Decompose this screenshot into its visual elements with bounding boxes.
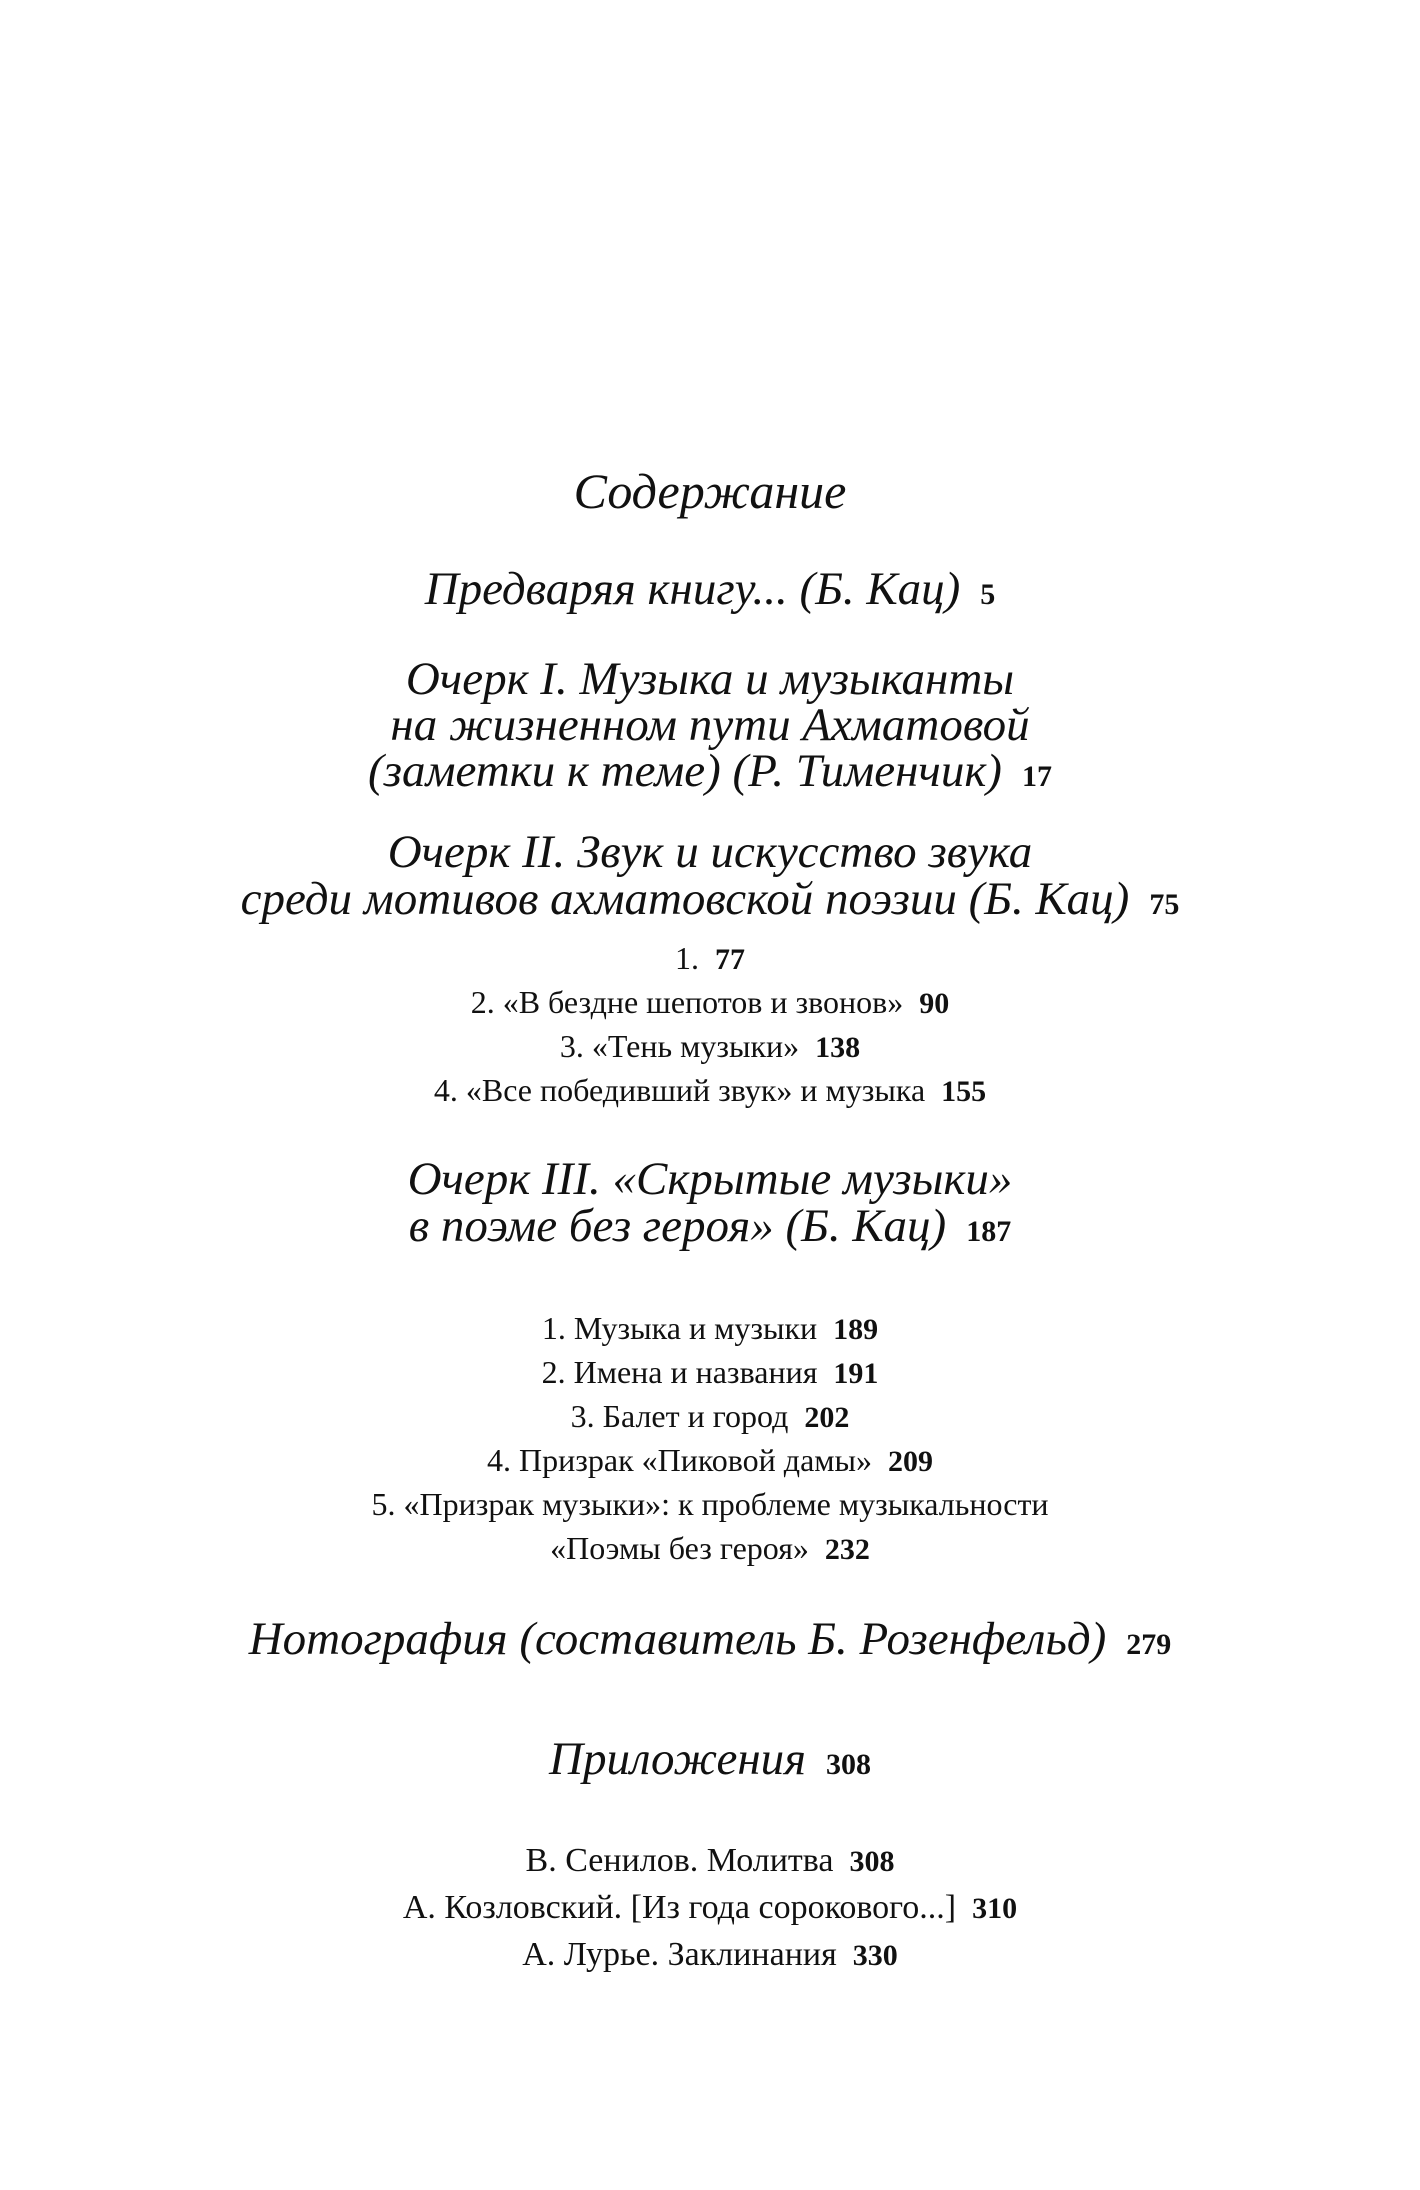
toc-appendix-item[interactable] [0,1889,1420,1927]
page-number: 279 [1126,1628,1172,1661]
toc-subentry[interactable] [0,1442,1420,1479]
toc-subentry[interactable] [0,1486,1420,1523]
toc-entry-ocherk3-line2[interactable] [0,1199,1420,1253]
page-number: 310 [972,1892,1018,1925]
toc-entry-ocherk2-line1[interactable] [0,825,1420,879]
entry-title: (заметки к теме) (Р. Тименчик) [368,745,1002,797]
page-number: 75 [1149,888,1180,921]
entry-title: Очерк II. Звук и искусство звука [387,826,1033,878]
page-number: 155 [941,1075,987,1108]
entry-title: Очерк I. Музыка и музыканты [405,653,1015,705]
toc-subentry[interactable] [0,1354,1420,1391]
entry-title: среди мотивов ахматовской поэзии (Б. Кац) [240,873,1130,925]
toc-subentry[interactable] [0,1310,1420,1347]
subentry-title: 3. Балет и город [570,1398,789,1434]
toc-entry-notography[interactable] [0,1612,1420,1666]
page-number: 308 [825,1748,871,1781]
appendix-title: В. Сенилов. Молитва [525,1842,834,1879]
page-number: 90 [919,987,950,1020]
page-number: 232 [824,1533,870,1566]
page-number: 17 [1021,760,1052,793]
toc-entry-ocherk1-line3[interactable] [0,744,1420,798]
page-number: 77 [715,943,745,976]
page-number: 330 [852,1939,898,1972]
appendix-title: А. Лурье. Заклинания [522,1936,837,1973]
page-number: 191 [833,1357,879,1390]
entry-title: Нотография (составитель Б. Розенфельд) [248,1613,1107,1665]
toc-subentry[interactable] [0,1028,1420,1065]
toc-entry-ocherk2-line2[interactable] [0,872,1420,926]
subentry-title: «Поэмы без героя» [550,1530,809,1566]
appendix-title: А. Козловский. [Из года сорокового...] [402,1889,957,1926]
subentry-title: 2. «В бездне шепотов и звонов» [470,984,904,1020]
subentry-title: 1. [675,940,699,976]
page-number: 202 [804,1401,850,1434]
toc-subentry[interactable] [0,1530,1420,1567]
entry-title: на жизненном пути Ахматовой [390,699,1030,751]
toc-entry-ocherk3-line1[interactable] [0,1152,1420,1206]
entry-title: в поэме без героя» (Б. Кац) [408,1200,947,1252]
subentry-title: 5. «Призрак музыки»: к проблеме музыкальности [371,1486,1049,1522]
subentry-title: 4. «Все победивший звук» и музыка [433,1072,926,1108]
subentry-title: 1. Музыка и музыки [541,1310,818,1346]
subentry-title: 4. Призрак «Пиковой дамы» [486,1442,873,1478]
toc-subentry[interactable] [0,940,1420,977]
toc-subentry[interactable] [0,1398,1420,1435]
page-number: 209 [888,1445,934,1478]
toc-entry-appendices[interactable] [0,1732,1420,1786]
toc-appendix-item[interactable] [0,1842,1420,1880]
entry-title: Приложения [549,1733,806,1785]
subentry-title: 2. Имена и названия [541,1354,818,1390]
page-number: 138 [815,1031,861,1064]
entry-title: Предваряя книгу... (Б. Кац) [424,563,961,615]
page-number: 187 [966,1215,1012,1248]
subentry-title: 3. «Тень музыки» [559,1028,800,1064]
toc-subentry[interactable] [0,1072,1420,1109]
page-number: 189 [833,1313,879,1346]
toc-subentry[interactable] [0,984,1420,1021]
toc-appendix-item[interactable] [0,1936,1420,1974]
page-title: Содержание [573,463,847,519]
page-number: 308 [849,1845,895,1878]
toc-entry-foreword[interactable] [0,562,1420,616]
entry-title: Очерк III. «Скрытые музыки» [407,1153,1013,1205]
page-number: 5 [980,578,996,611]
